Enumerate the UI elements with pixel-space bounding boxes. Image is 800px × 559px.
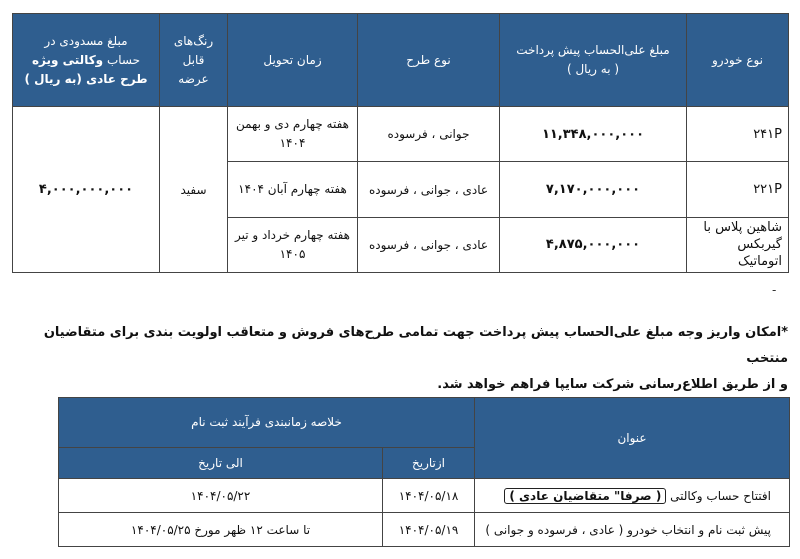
dash-mark: -	[772, 283, 777, 297]
price-table-header	[13, 14, 789, 107]
header-summary: خلاصه زمانبندی فرآیند ثبت نام	[59, 398, 475, 448]
schedule-title-text: پیش ثبت نام و انتخاب خودرو ( عادی ، فرسوده و جوانی )	[485, 522, 772, 537]
header-blocked-line2-pre: حساب	[103, 52, 141, 67]
plan-type-cell: عادی ، جوانی ، فرسوده	[358, 162, 500, 217]
car-type-cell: شاهین پلاس با گیربکس اتوماتیک	[687, 217, 789, 272]
table-row	[59, 513, 790, 547]
header-blocked-line1: مبلغ مسدودی در	[44, 33, 128, 48]
delivery-cell: هفته چهارم خرداد و تیر ۱۴۰۵	[228, 217, 358, 272]
schedule-to-cell: ۱۴۰۴/۰۵/۲۲	[59, 479, 383, 513]
prepayment-cell: ۴,۸۷۵,۰۰۰,۰۰۰	[500, 217, 687, 272]
blocked-amount-cell: ۴,۰۰۰,۰۰۰,۰۰۰	[13, 107, 160, 273]
notice-line-1: *امکان واریز وجه مبلغ علی‌الحساب پیش پرداخت جهت تمامی طرح‌های فروش و متعاقب اولویت بندی برای متقاضیان منتخب	[43, 325, 788, 366]
header-from-date: ازتاریخ	[383, 447, 475, 478]
header-blocked-amount	[13, 14, 160, 107]
color-cell: سفید	[160, 107, 228, 273]
table-row	[59, 479, 790, 513]
header-car-type: نوع خودرو	[687, 14, 789, 107]
delivery-cell: هفته چهارم دی و بهمن ۱۴۰۴	[228, 107, 358, 162]
header-plan-type: نوع طرح	[358, 14, 500, 107]
plan-type-cell: جوانی ، فرسوده	[358, 107, 500, 162]
schedule-to-cell: تا ساعت ۱۲ ظهر مورخ ۱۴۰۴/۰۵/۲۵	[59, 513, 383, 547]
schedule-title-cell	[475, 479, 790, 513]
table-row	[13, 107, 789, 162]
schedule-from-cell: ۱۴۰۴/۰۵/۱۸	[383, 479, 475, 513]
header-prepayment-label: مبلغ علی‌الحساب پیش پرداخت	[516, 43, 670, 58]
schedule-title-text: افتتاح حساب وکالتی	[666, 488, 772, 503]
header-delivery: زمان تحویل	[228, 14, 358, 107]
header-prepayment	[500, 14, 687, 107]
schedule-header-row-1	[59, 398, 790, 448]
prepayment-cell: ۱۱,۳۴۸,۰۰۰,۰۰۰	[500, 107, 687, 162]
car-type-cell: ۲۴۱P	[687, 107, 789, 162]
header-to-date: الی تاریخ	[59, 447, 383, 478]
schedule-table	[58, 397, 790, 547]
header-title: عنوان	[475, 398, 790, 479]
header-colors: رنگ‌های قابل عرضه	[160, 14, 228, 107]
header-prepayment-unit: ( به ریال )	[566, 62, 620, 77]
price-table	[12, 13, 789, 273]
header-blocked-line2	[19, 51, 153, 70]
notice-line-2: و از طریق اطلاع‌رسانی شرکت سایپا فراهم خواهد شد.	[437, 377, 788, 392]
prepayment-cell: ۷,۱۷۰,۰۰۰,۰۰۰	[500, 162, 687, 217]
header-blocked-line3: طرح عادی (به ریال )	[24, 71, 148, 86]
schedule-from-cell: ۱۴۰۴/۰۵/۱۹	[383, 513, 475, 547]
schedule-title-cell	[475, 513, 790, 547]
notice-text	[14, 320, 788, 398]
car-type-cell: ۲۲۱P	[687, 162, 789, 217]
plan-type-cell: عادی ، جوانی ، فرسوده	[358, 217, 500, 272]
header-blocked-line2-bold: وکالتی ویژه	[31, 52, 104, 67]
schedule-title-emphasis: ( صرفا" متقاضیان عادی )	[504, 488, 666, 504]
delivery-cell: هفته چهارم آبان ۱۴۰۴	[228, 162, 358, 217]
